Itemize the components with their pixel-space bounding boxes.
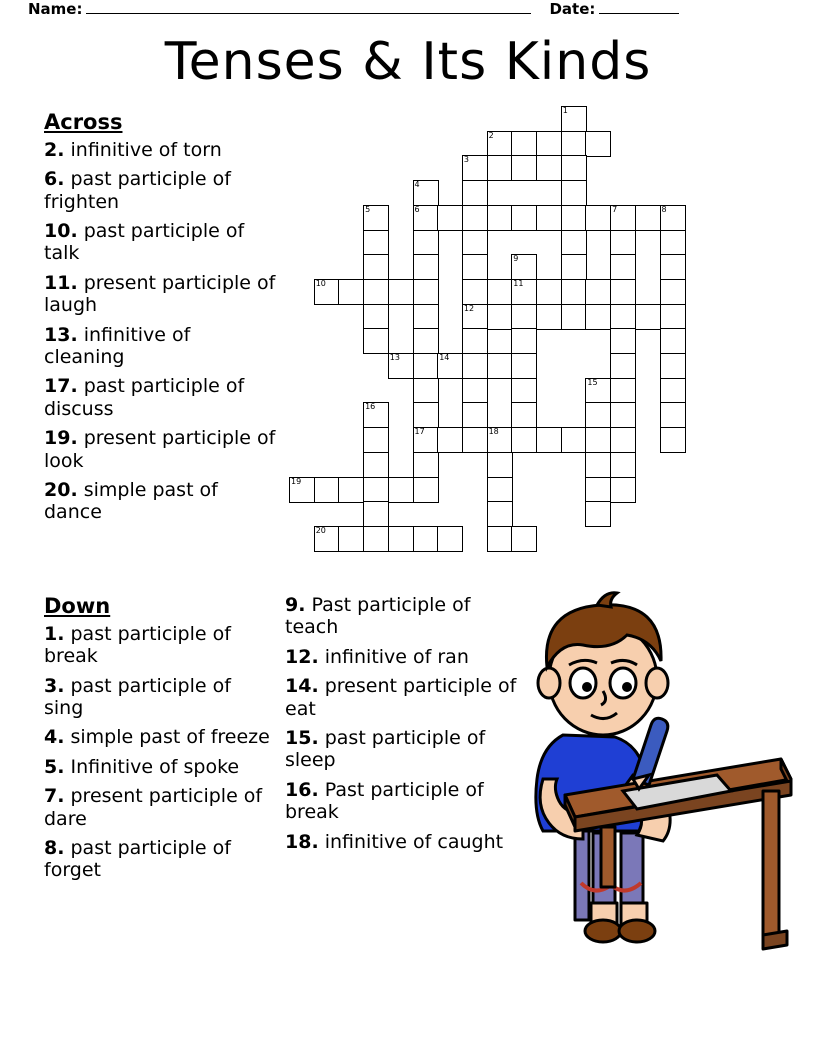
crossword-cell[interactable] [561, 155, 587, 181]
crossword-cell[interactable] [536, 155, 562, 181]
across-clue-number: 2. [44, 138, 65, 161]
crossword-cell[interactable] [660, 254, 686, 280]
down-clue-list-column-1 [44, 594, 276, 889]
crossword-cell[interactable] [610, 353, 636, 379]
crossword-cell[interactable] [462, 230, 488, 256]
crossword-cell[interactable] [363, 402, 389, 428]
crossword-cell[interactable] [660, 230, 686, 256]
crossword-cell[interactable] [487, 205, 513, 231]
crossword-cell-number: 16 [365, 402, 376, 412]
crossword-cell[interactable] [413, 378, 439, 404]
across-clue-number: 17. [44, 375, 78, 398]
crossword-cell[interactable] [511, 526, 537, 552]
down-clue-text: past participle of sleep [285, 727, 486, 772]
crossword-cell[interactable] [314, 477, 340, 503]
crossword-cell[interactable] [561, 230, 587, 256]
crossword-cell[interactable] [585, 378, 611, 404]
crossword-cell[interactable] [413, 402, 439, 428]
crossword-cell-number: 5 [365, 204, 371, 214]
crossword-cell[interactable] [660, 402, 686, 428]
crossword-cell[interactable] [610, 402, 636, 428]
down-clue-number: 16. [285, 778, 319, 801]
crossword-cell[interactable] [561, 106, 587, 132]
across-clue-item [44, 220, 276, 265]
across-heading: Across [44, 110, 123, 134]
across-clue-item [44, 168, 276, 213]
crossword-cell[interactable] [314, 526, 340, 552]
crossword-cell[interactable] [585, 131, 611, 157]
down-clue-text: past participle of forget [44, 837, 231, 882]
down-clue-text: present participle of dare [44, 785, 263, 830]
crossword-cell[interactable] [561, 254, 587, 280]
crossword-cell-number: 18 [488, 427, 499, 437]
crossword-cell[interactable] [585, 304, 611, 330]
crossword-cell[interactable] [363, 230, 389, 256]
crossword-cell[interactable] [437, 526, 463, 552]
crossword-cell[interactable] [437, 353, 463, 379]
crossword-cell[interactable] [585, 279, 611, 305]
crossword-cell[interactable] [388, 526, 414, 552]
crossword-cell-number: 15 [587, 377, 598, 387]
crossword-cell-number: 11 [513, 278, 524, 288]
crossword-cell[interactable] [462, 180, 488, 206]
across-clue-number: 13. [44, 323, 78, 346]
crossword-cell[interactable] [487, 131, 513, 157]
crossword-cell[interactable] [610, 328, 636, 354]
crossword-cell[interactable] [610, 279, 636, 305]
down-clue-item [285, 646, 525, 668]
crossword-cell[interactable] [437, 427, 463, 453]
crossword-cell[interactable] [363, 452, 389, 478]
crossword-cell[interactable] [363, 501, 389, 527]
across-clue-number: 20. [44, 479, 78, 502]
down-clue-text: Past participle of teach [285, 594, 471, 639]
crossword-cell[interactable] [536, 279, 562, 305]
crossword-cell[interactable] [363, 279, 389, 305]
crossword-cell[interactable] [363, 304, 389, 330]
crossword-cell[interactable] [511, 378, 537, 404]
crossword-cell[interactable] [363, 328, 389, 354]
crossword-cell[interactable] [487, 501, 513, 527]
crossword-cell-number: 8 [661, 204, 667, 214]
down-clue-item [44, 726, 276, 748]
crossword-cell-number: 14 [439, 353, 450, 362]
across-clue-text: past participle of frighten [44, 168, 231, 213]
across-clue-number: 11. [44, 271, 78, 294]
crossword-cell[interactable] [536, 427, 562, 453]
crossword-cell[interactable] [437, 205, 463, 231]
down-clue-number: 3. [44, 674, 65, 697]
across-clue-text: past participle of talk [44, 219, 245, 265]
crossword-cell[interactable] [610, 304, 636, 330]
crossword-cell[interactable] [363, 254, 389, 280]
down-clue-number: 12. [285, 645, 319, 668]
down-clue-text: simple past of freeze [64, 726, 270, 749]
worksheet-title: Tenses & Its Kinds [164, 32, 652, 92]
crossword-cell[interactable] [413, 477, 439, 503]
crossword-cell[interactable] [413, 230, 439, 256]
down-clue-item [285, 594, 525, 639]
crossword-cell[interactable] [610, 205, 636, 231]
down-clue-number: 5. [44, 755, 65, 778]
crossword-cell[interactable] [413, 254, 439, 280]
crossword-cell[interactable] [585, 477, 611, 503]
crossword-cell[interactable] [363, 427, 389, 453]
crossword-cell[interactable] [660, 378, 686, 404]
crossword-cell[interactable] [511, 304, 537, 330]
down-clue-text: present participle of eat [285, 675, 517, 720]
crossword-cell[interactable] [487, 526, 513, 552]
crossword-cell[interactable] [561, 205, 587, 231]
down-clue-number: 7. [44, 785, 65, 808]
crossword-cell[interactable] [610, 427, 636, 453]
crossword-cell[interactable] [561, 279, 587, 305]
down-clue-item [44, 785, 276, 830]
down-clue-item [44, 623, 276, 668]
down-clue-number: 1. [44, 622, 65, 645]
crossword-cell[interactable] [561, 180, 587, 206]
crossword-cell[interactable] [511, 131, 537, 157]
crossword-grid[interactable] [289, 106, 725, 590]
crossword-cell-number: 20 [315, 525, 326, 535]
student-writing-illustration [505, 583, 795, 958]
crossword-cell[interactable] [413, 526, 439, 552]
crossword-cell[interactable] [462, 378, 488, 404]
crossword-cell[interactable] [561, 304, 587, 330]
down-clue-text: Infinitive of spoke [64, 755, 240, 778]
down-clue-number: 15. [285, 727, 319, 750]
across-clue-text: past participle of discuss [44, 375, 245, 420]
crossword-cell[interactable] [585, 205, 611, 231]
crossword-cell[interactable] [487, 452, 513, 478]
crossword-cell[interactable] [338, 279, 364, 305]
crossword-cell-number: 10 [315, 278, 326, 288]
date-write-line[interactable] [599, 13, 679, 14]
down-clue-number: 18. [285, 830, 319, 853]
crossword-cell[interactable] [413, 205, 439, 231]
crossword-cell-number: 7 [612, 204, 618, 214]
down-clue-list-column-2 [285, 594, 525, 860]
crossword-cell[interactable] [660, 328, 686, 354]
crossword-cell[interactable] [289, 477, 315, 503]
across-clue-list [44, 110, 276, 531]
crossword-cell[interactable] [635, 304, 661, 330]
across-clue-number: 6. [44, 168, 65, 191]
down-clue-item [285, 831, 525, 853]
across-clue-item [44, 272, 276, 317]
crossword-cell[interactable] [511, 155, 537, 181]
crossword-cell[interactable] [413, 279, 439, 305]
crossword-cell[interactable] [610, 477, 636, 503]
crossword-cell[interactable] [413, 353, 439, 379]
across-clue-item [44, 375, 276, 420]
across-clue-text: present participle of laugh [44, 271, 276, 317]
down-clue-item [285, 779, 525, 824]
across-clue-text: infinitive of cleaning [44, 323, 191, 369]
crossword-cell[interactable] [462, 328, 488, 354]
down-clue-text: infinitive of caught [318, 830, 504, 853]
crossword-cell[interactable] [338, 526, 364, 552]
crossword-cell-number: 9 [513, 254, 519, 264]
down-clue-number: 14. [285, 675, 319, 698]
across-clue-item [44, 427, 276, 472]
crossword-cell[interactable] [635, 205, 661, 231]
crossword-cell[interactable] [462, 205, 488, 231]
date-label: Date: [549, 0, 596, 18]
crossword-cell[interactable] [511, 402, 537, 428]
crossword-cell[interactable] [388, 353, 414, 379]
down-clue-text: Past participle of break [285, 778, 484, 824]
down-clue-number: 8. [44, 837, 65, 860]
crossword-cell[interactable] [536, 304, 562, 330]
crossword-cell[interactable] [511, 279, 537, 305]
crossword-cell[interactable] [585, 501, 611, 527]
name-date-header [28, 0, 788, 24]
across-clue-item [44, 479, 276, 524]
across-clue-text: present participle of look [44, 427, 276, 472]
crossword-cell[interactable] [363, 526, 389, 552]
down-clue-item [44, 675, 276, 720]
crossword-cell[interactable] [338, 477, 364, 503]
crossword-cell-number: 17 [414, 427, 425, 437]
crossword-cell[interactable] [511, 328, 537, 354]
crossword-cell[interactable] [660, 353, 686, 379]
across-clue-text: infinitive of torn [64, 138, 222, 161]
across-clue-item [44, 324, 276, 369]
crossword-cell[interactable] [413, 328, 439, 354]
name-label: Name: [28, 0, 83, 18]
name-write-line[interactable] [86, 13, 531, 14]
crossword-cell[interactable] [561, 427, 587, 453]
crossword-cell[interactable] [413, 427, 439, 453]
crossword-cell[interactable] [585, 427, 611, 453]
crossword-cell[interactable] [536, 131, 562, 157]
down-clue-item [285, 727, 525, 772]
crossword-cell-number: 19 [291, 476, 302, 486]
crossword-cell-number: 2 [488, 130, 494, 140]
down-heading: Down [44, 594, 111, 618]
crossword-cell[interactable] [487, 155, 513, 181]
crossword-cell[interactable] [610, 452, 636, 478]
down-clue-number: 9. [285, 594, 306, 616]
crossword-cell-number: 4 [414, 180, 420, 190]
crossword-cell[interactable] [660, 427, 686, 453]
crossword-cell[interactable] [561, 131, 587, 157]
crossword-cell[interactable] [511, 205, 537, 231]
crossword-cell[interactable] [487, 477, 513, 503]
crossword-cell[interactable] [585, 402, 611, 428]
crossword-cell[interactable] [462, 353, 488, 379]
crossword-cell[interactable] [487, 279, 513, 305]
crossword-cell[interactable] [314, 279, 340, 305]
crossword-cell[interactable] [462, 279, 488, 305]
crossword-cell[interactable] [610, 378, 636, 404]
across-clue-text: simple past of dance [44, 479, 218, 524]
crossword-cell[interactable] [610, 230, 636, 256]
across-clue-number: 10. [44, 219, 78, 242]
crossword-cell[interactable] [610, 254, 636, 280]
crossword-cell-number: 3 [463, 155, 469, 165]
down-clue-item [285, 675, 525, 720]
crossword-cell-number: 1 [562, 106, 568, 115]
crossword-cell[interactable] [585, 452, 611, 478]
crossword-cell[interactable] [487, 304, 513, 330]
crossword-cell-number: 12 [463, 303, 475, 313]
crossword-cell[interactable] [363, 477, 389, 503]
crossword-cell[interactable] [487, 427, 513, 453]
crossword-cell[interactable] [413, 304, 439, 330]
down-clue-text: infinitive of ran [318, 645, 469, 668]
down-clue-text: past participle of sing [44, 674, 231, 719]
crossword-cell[interactable] [462, 402, 488, 428]
crossword-cell[interactable] [413, 180, 439, 206]
crossword-cell[interactable] [363, 205, 389, 231]
crossword-cell-number: 13 [389, 353, 400, 362]
down-clue-item [44, 756, 276, 778]
crossword-cell[interactable] [462, 427, 488, 453]
down-clue-item [44, 837, 276, 882]
crossword-cell[interactable] [660, 205, 686, 231]
crossword-cell[interactable] [511, 427, 537, 453]
crossword-cell[interactable] [462, 254, 488, 280]
crossword-cell[interactable] [462, 304, 488, 330]
crossword-cell[interactable] [487, 353, 513, 379]
crossword-cell[interactable] [413, 452, 439, 478]
down-clue-text: past participle of break [44, 622, 231, 668]
crossword-cell[interactable] [511, 353, 537, 379]
crossword-cell[interactable] [511, 254, 537, 280]
crossword-cell[interactable] [536, 205, 562, 231]
crossword-cell-number: 6 [414, 204, 420, 214]
crossword-cell[interactable] [462, 155, 488, 181]
crossword-cell[interactable] [388, 477, 414, 503]
across-clue-item [44, 139, 276, 161]
down-clue-number: 4. [44, 726, 65, 749]
crossword-cell[interactable] [660, 279, 686, 305]
across-clue-number: 19. [44, 427, 78, 450]
crossword-cell[interactable] [388, 279, 414, 305]
crossword-cell[interactable] [660, 304, 686, 330]
